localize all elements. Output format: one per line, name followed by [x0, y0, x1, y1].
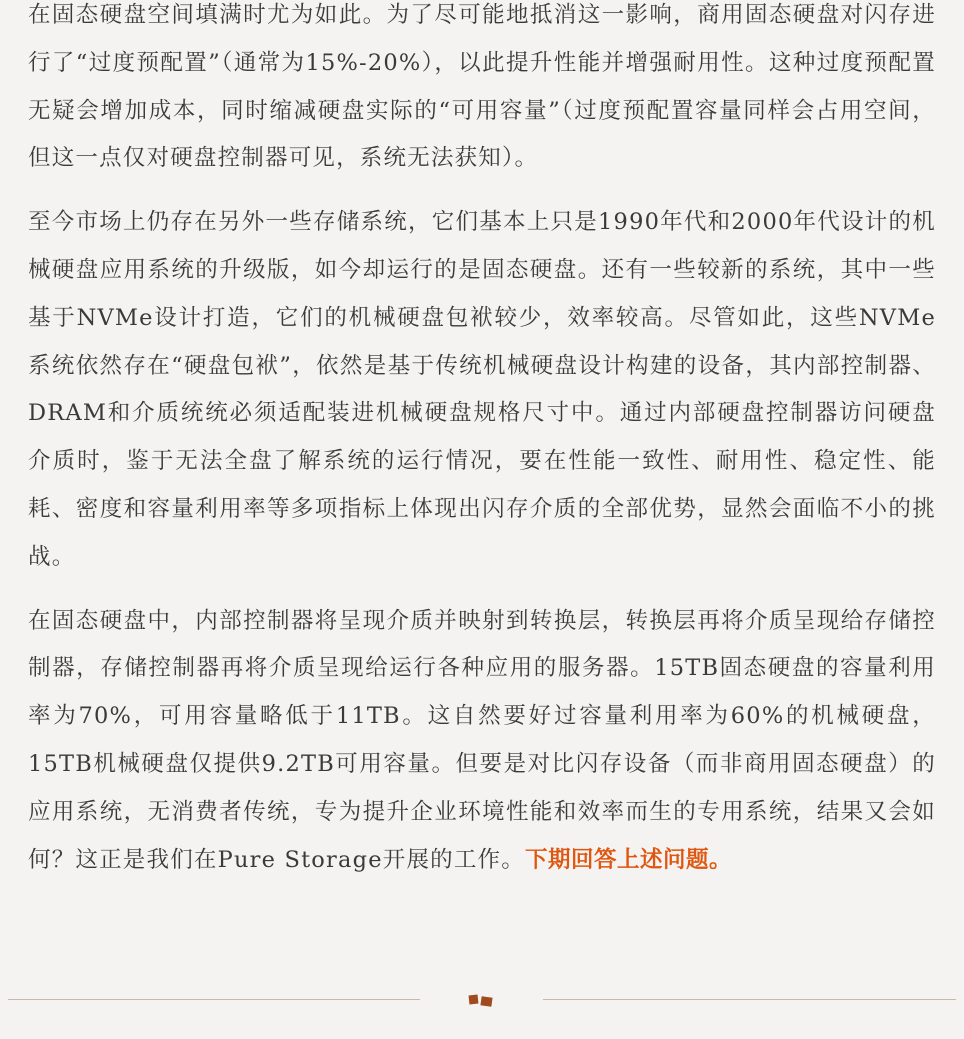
paragraph-1: 在固态硬盘空间填满时尤为如此。为了尽可能地抵消这一影响，商用固态硬盘对闪存进行了“过度预配置”（通常为15%-20%），以此提升性能并增强耐用性。这种过度预配置无疑会增加成本，同时缩减硬盘实际的“可用容量”（过度预配置容量同样会占用空间，但这一点仅对硬盘控制器可见，系统无法获知）。: [28, 2, 936, 172]
section-divider: [0, 990, 964, 1014]
highlight-text: 下期回答上述问题。: [524, 846, 732, 873]
divider-line-right: [543, 999, 956, 1000]
paragraph-3-text: 在固态硬盘中，内部控制器将呈现介质并映射到转换层，转换层再将介质呈现给存储控制器，存储控制器再将介质呈现给运行各种应用的服务器。15TB固态硬盘的容量利用率为70%，可用容量略低于11TB。这自然要好过容量利用率为60%的机械硬盘，15TB机械硬盘仅提供9.2TB可用容量。但要是对比闪存设备（而非商用固态硬盘）的应用系统，无消费者传统，专为提升企业环境性能和效率而生的专用系统，结果又会如何？这正是我们在Pure Storage开展的工作。: [28, 607, 936, 873]
paragraph-3: [28, 598, 936, 885]
article-body: [28, 0, 936, 884]
divider-line-left: [8, 999, 420, 1000]
paragraph-2: 至今市场上仍存在另外一些存储系统，它们基本上只是1990年代和2000年代设计的机械硬盘应用系统的升级版，如今却运行的是固态硬盘。还有一些较新的系统，其中一些基于NVMe设计打造，它们的机械硬盘包袱较少，效率较高。尽管如此，这些NVMe系统依然存在“硬盘包袱”，依然是基于传统机械硬盘设计构建的设备，其内部控制器、DRAM和介质统统必须适配装进机械硬盘规格尺寸中。通过内部硬盘控制器访问硬盘介质时，鉴于无法全盘了解系统的运行情况，要在性能一致性、耐用性、稳定性、能耗、密度和容量利用率等多项指标上体现出闪存介质的全部优势，显然会面临不小的挑战。: [28, 209, 936, 570]
divider-ornament-icon-2: [480, 996, 492, 1006]
divider-ornament-icon: [469, 995, 479, 1005]
